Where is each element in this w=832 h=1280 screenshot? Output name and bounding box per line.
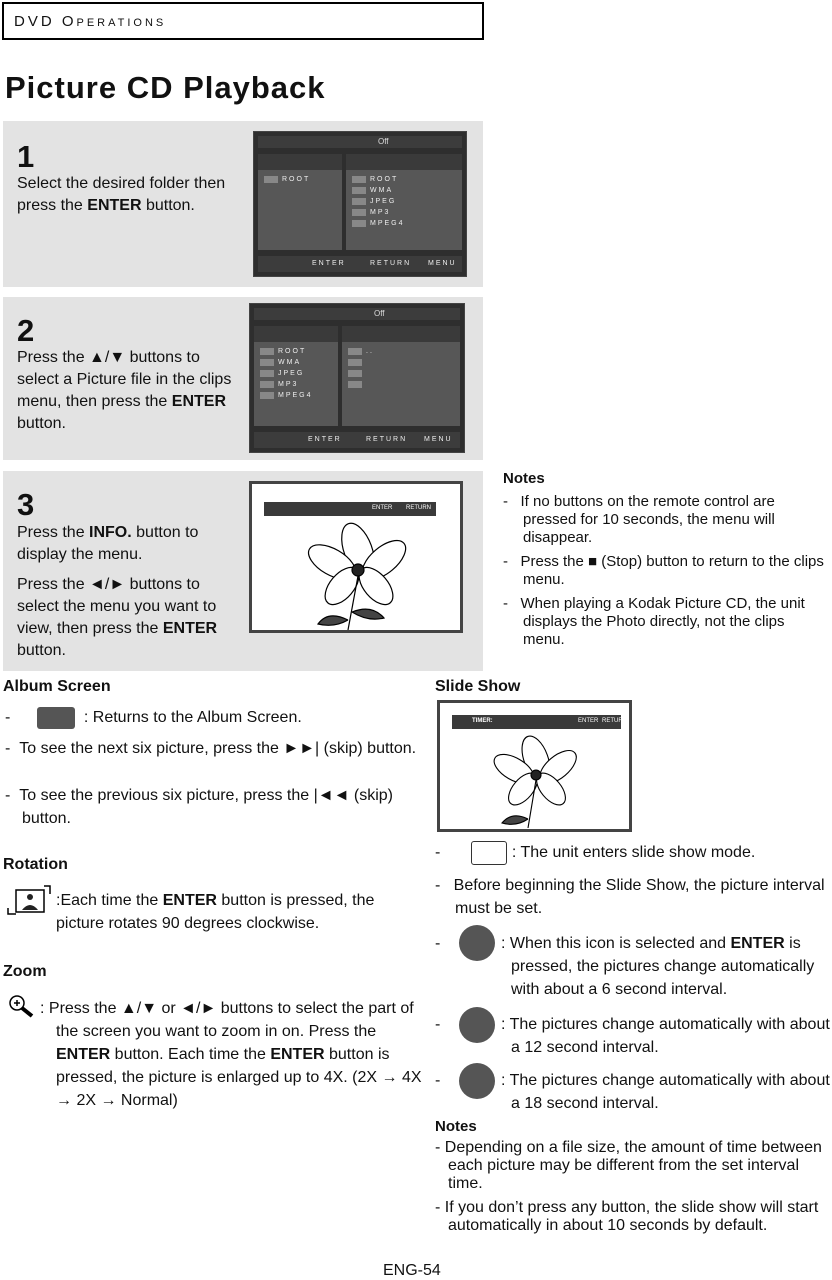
notes-block-1 xyxy=(503,470,828,649)
slideshow-line-5: : The pictures change automatically with about a 18 second interval. xyxy=(501,1072,830,1112)
enter-hint: ENTER xyxy=(372,505,393,511)
file-item[interactable]: MP3 xyxy=(346,207,462,218)
album-text: To see the previous six picture, press the |◄◄ (skip) button. xyxy=(19,787,393,827)
album-grid-icon[interactable] xyxy=(37,707,75,729)
album-line-3: - To see the previous six picture, press the |◄◄ (skip) button. xyxy=(5,787,393,827)
timer-12s-icon[interactable] xyxy=(459,1007,495,1043)
step-text xyxy=(17,173,237,217)
rotation-text xyxy=(56,889,386,935)
zoom-text xyxy=(40,997,426,1112)
file-item[interactable]: MPEG4 xyxy=(346,218,462,229)
step-text-part: Select the desired folder then press the xyxy=(17,175,226,214)
step-text-bold: ENTER xyxy=(162,620,218,637)
flower-image xyxy=(486,733,586,828)
step-text-part: Press the ◄/► buttons to select the menu you want to view, then press the xyxy=(17,576,217,637)
slideshow-text: : The unit enters slide show mode. xyxy=(511,844,756,862)
zoom-text-part: button is pressed, the picture is enlarged up to 4X. (2X → 4X → 2X → Normal) xyxy=(56,1046,422,1109)
file-item[interactable] xyxy=(342,357,460,368)
dash: - xyxy=(435,935,441,952)
enter-hint: ENTER xyxy=(308,436,342,443)
file-item[interactable] xyxy=(342,379,460,390)
step-number: 3 xyxy=(17,487,35,522)
dash: - xyxy=(435,1072,441,1089)
step-text-part: button. xyxy=(17,415,66,432)
menu-hint: MENU xyxy=(424,436,453,443)
step-2-panel xyxy=(3,297,483,460)
slideshow-title: Slide Show xyxy=(435,678,521,695)
step-number: 2 xyxy=(17,313,35,348)
menu-hint: MENU xyxy=(428,260,457,267)
album-text: To see the next six picture, press the ►►| (skip) button. xyxy=(19,740,417,757)
return-hint: RETURN xyxy=(370,260,412,267)
step-text-part: Press the ▲/▼ buttons to select a Picture file in the clips menu, then press the xyxy=(17,349,232,410)
notes-title: Notes xyxy=(503,470,545,487)
note-text: When playing a Kodak Picture CD, the unit displays the Photo directly, not the clips menu. xyxy=(520,595,805,648)
step-text-part: button. xyxy=(17,642,66,659)
zoom-text-bold: ENTER xyxy=(270,1046,325,1063)
folder-item[interactable]: ROOT xyxy=(258,174,342,185)
note-item: - Press the ■ (Stop) button to return to the clips menu. xyxy=(503,553,824,588)
enter-hint: ENTER xyxy=(312,260,346,267)
menu-screen-1 xyxy=(253,131,467,277)
note-item: - If no buttons on the remote control are pressed for 10 seconds, the menu will disappear. xyxy=(503,493,775,546)
folder-item[interactable]: MPEG4 xyxy=(254,390,338,401)
file-item[interactable] xyxy=(342,368,460,379)
page-number: ENG-54 xyxy=(383,1262,441,1279)
slideshow-screen xyxy=(437,700,632,832)
menu-screen-2 xyxy=(249,303,465,453)
file-item[interactable]: .. xyxy=(342,346,460,357)
return-hint: RETURN xyxy=(602,718,627,724)
timer-6s-icon[interactable] xyxy=(459,925,495,961)
rotation-text-bold: ENTER xyxy=(162,892,217,909)
note-item: - Depending on a file size, the amount of time between each picture may be different from the set interval time. xyxy=(435,1139,822,1192)
slideshow-text: is pressed, the pictures change automatically with about a 6 second interval. xyxy=(511,935,815,998)
note-text: If no buttons on the remote control are pressed for 10 seconds, the menu will disappear. xyxy=(520,493,775,546)
slideshow-line-1: - : The unit enters slide show mode. xyxy=(435,841,755,865)
zoom-text-part: : Press the ▲/▼ or ◄/► buttons to select the part of the screen you want to zoom in on. Press the xyxy=(40,1000,414,1040)
rotation-title: Rotation xyxy=(3,856,68,873)
folder-pane xyxy=(258,154,342,250)
note-text: If you don’t press any button, the slide show will start automatically in about 10 seconds by default. xyxy=(444,1199,819,1234)
rotation-text-part: button is pressed, the picture rotates 90 degrees clockwise. xyxy=(56,892,375,932)
folder-item[interactable]: MP3 xyxy=(254,379,338,390)
zoom-text-bold: ENTER xyxy=(56,1046,111,1063)
slideshow-line-3 xyxy=(501,932,832,1001)
step-text xyxy=(17,522,241,662)
file-item[interactable]: JPEG xyxy=(346,196,462,207)
folder-item[interactable]: JPEG xyxy=(254,368,338,379)
file-item[interactable]: WMA xyxy=(346,185,462,196)
step-text-part: button to display the menu. xyxy=(17,524,199,563)
album-text: : Returns to the Album Screen. xyxy=(83,709,302,726)
slideshow-text-bold: ENTER xyxy=(730,935,785,952)
zoom-text-part: button. Each time the xyxy=(110,1046,271,1063)
rotation-text-part: :Each time the xyxy=(56,892,163,909)
zoom-title: Zoom xyxy=(3,963,47,980)
off-label: Off xyxy=(378,137,389,146)
slideshow-text: Before beginning the Slide Show, the picture interval must be set. xyxy=(453,877,825,917)
step-text-bold: ENTER xyxy=(87,197,142,214)
notes-title: Notes xyxy=(435,1118,477,1135)
slideshow-line-4: : The pictures change automatically with about a 12 second interval. xyxy=(501,1016,830,1056)
notes-block-2 xyxy=(435,1118,825,1235)
dash: - xyxy=(435,1016,441,1033)
off-label: Off xyxy=(374,309,385,318)
photo-screen xyxy=(249,481,463,633)
file-item[interactable]: ROOT xyxy=(346,174,462,185)
note-item: - If you don’t press any button, the slide show will start automatically in about 10 seconds by default. xyxy=(435,1199,819,1234)
timer-18s-icon[interactable] xyxy=(459,1063,495,1099)
note-text: Depending on a file size, the amount of time between each picture may be different from the set interval time. xyxy=(444,1139,822,1192)
step-text-part: Press the xyxy=(17,524,90,541)
folder-item[interactable]: WMA xyxy=(254,357,338,368)
note-item: - When playing a Kodak Picture CD, the unit displays the Photo directly, not the clips menu. xyxy=(503,595,805,648)
step-text-part: button. xyxy=(141,197,195,214)
folder-item[interactable]: ROOT xyxy=(254,346,338,357)
folder-pane xyxy=(254,326,338,426)
slideshow-menu-bar xyxy=(452,715,627,729)
zoom-icon[interactable] xyxy=(6,992,36,1020)
rotate-icon[interactable] xyxy=(6,884,52,916)
photo-menu-bar xyxy=(264,502,436,516)
step-1-panel xyxy=(3,121,483,287)
step-text xyxy=(17,347,237,435)
enter-hint: ENTER xyxy=(578,718,599,724)
section-header-text: DVD Operations xyxy=(14,12,167,30)
step-text-bold: ENTER xyxy=(171,393,226,410)
file-pane xyxy=(346,154,462,250)
section-header xyxy=(2,2,484,40)
step-3-panel xyxy=(3,471,483,671)
album-line-2: - To see the next six picture, press the ►►| (skip) button. xyxy=(5,740,417,757)
flower-image xyxy=(298,520,418,630)
note-text: Press the ■ (Stop) button to return to the clips menu. xyxy=(520,553,824,588)
album-title: Album Screen xyxy=(3,678,111,695)
slideshow-icon[interactable] xyxy=(471,841,507,865)
album-line-1: - : Returns to the Album Screen. xyxy=(5,706,302,729)
slideshow-text: : When this icon is selected and xyxy=(501,935,731,952)
slideshow-line-2: - Before beginning the Slide Show, the picture interval must be set. xyxy=(435,877,825,917)
step-text-bold: INFO. xyxy=(89,524,132,541)
step-number: 1 xyxy=(17,139,35,174)
page-title: Picture CD Playback xyxy=(5,70,326,105)
return-hint: RETURN xyxy=(366,436,408,443)
timer-label: TIMER: xyxy=(472,718,493,724)
return-hint: RETURN xyxy=(406,505,431,511)
file-pane xyxy=(342,326,460,426)
